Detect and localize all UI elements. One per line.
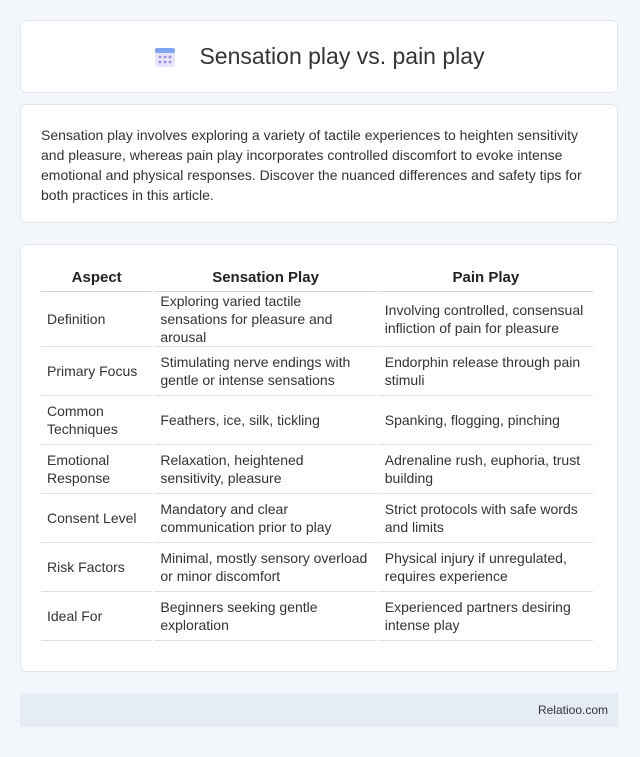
header-sensation-play: Sensation Play: [154, 263, 376, 292]
table-row: [41, 396, 593, 445]
intro-text: Sensation play involves exploring a variety of tactile experiences to heighten sensitivity and pleasure, whereas pain play incorporates controlled discomfort to evoke intense emotional and physical responses. Discover the nuanced differences and safety tips for both practices in this article.: [41, 127, 582, 203]
aspect-cell: Common Techniques: [41, 396, 152, 445]
sensation-cell: Feathers, ice, silk, tickling: [154, 396, 376, 445]
intro-card: [20, 104, 618, 223]
pain-cell: Strict protocols with safe words and limits: [379, 494, 593, 543]
sensation-cell: Beginners seeking gentle exploration: [154, 592, 376, 641]
aspect-cell: Consent Level: [41, 494, 152, 543]
sensation-cell: Relaxation, heightened sensitivity, pleasure: [154, 445, 376, 494]
calendar-icon: [153, 45, 177, 69]
pain-cell: Adrenaline rush, euphoria, trust building: [379, 445, 593, 494]
sensation-cell: Mandatory and clear communication prior to play: [154, 494, 376, 543]
pain-cell: Endorphin release through pain stimuli: [379, 347, 593, 396]
sensation-cell: Exploring varied tactile sensations for pleasure and arousal: [154, 292, 376, 347]
table-row: [41, 292, 593, 347]
page-title: Sensation play vs. pain play: [199, 43, 485, 69]
table-row: [41, 347, 593, 396]
table-row: [41, 592, 593, 641]
pain-cell: Physical injury if unregulated, requires experience: [379, 543, 593, 592]
footer: [20, 693, 618, 727]
header-pain-play: Pain Play: [379, 263, 593, 292]
table-row: [41, 445, 593, 494]
aspect-cell: Ideal For: [41, 592, 152, 641]
aspect-cell: Emotional Response: [41, 445, 152, 494]
pain-cell: Experienced partners desiring intense play: [379, 592, 593, 641]
aspect-cell: Primary Focus: [41, 347, 152, 396]
sensation-cell: Minimal, mostly sensory overload or minor discomfort: [154, 543, 376, 592]
table-row: [41, 494, 593, 543]
table-header-row: [41, 263, 593, 292]
pain-cell: Spanking, flogging, pinching: [379, 396, 593, 445]
comparison-card: [20, 244, 618, 672]
sensation-cell: Stimulating nerve endings with gentle or intense sensations: [154, 347, 376, 396]
aspect-cell: Risk Factors: [41, 543, 152, 592]
footer-site-link[interactable]: Relatioo.com: [537, 703, 608, 717]
pain-cell: Involving controlled, consensual infliction of pain for pleasure: [379, 292, 593, 347]
table-row: [41, 543, 593, 592]
header-aspect: Aspect: [41, 263, 152, 292]
comparison-table: [39, 263, 595, 641]
title-card: [20, 20, 618, 93]
aspect-cell: Definition: [41, 292, 152, 347]
